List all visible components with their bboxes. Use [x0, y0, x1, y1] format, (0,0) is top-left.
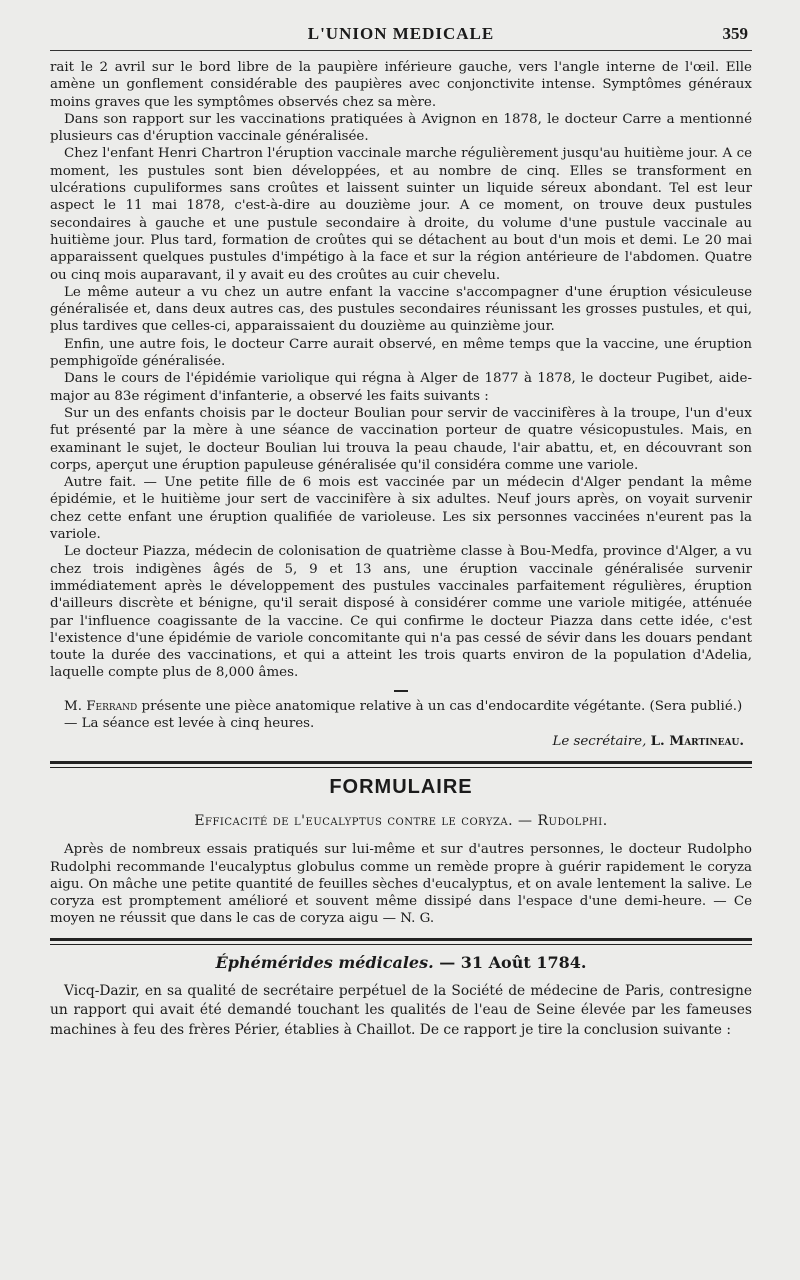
paragraph: Chez l'enfant Henri Chartron l'éruption vaccinale marche régulièrement jusqu'au huitième jour. A ce moment, les pustules sont bien développées, et au nombre de cinq. Elles se transforment en ulcérations cupuliformes sans croûtes et laissent suinter un liquide séreux abondant. Tel est leur aspect le 11 mai 1878, c'est-à-dire au douzième jour. A ce moment, on trouve deux pustules secondaires à gauche et une pustule secondaire à droite, du volume d'une pustule vaccinale au huitième jour. Plus tard, formation de croûtes qui se détachent au bout d'un mois et demi. Le 20 mai apparaissent quelques pustules d'impétigo à la face et sur la région antérieure de l'abdomen. Quatre ou cinq mois auparavant, il y avait eu des croûtes au cuir chevelu. — [50, 146, 752, 283]
ephemerides-label: Éphémérides médicales. — [215, 952, 434, 972]
paragraph: Autre fait. — Une petite fille de 6 mois est vaccinée par un médecin d'Alger pendant la même épidémie, et le huitième jour sert de vaccinifère à six adultes. Neuf jours après, on voyait survenir chez cette enfant une éruption qualifiée de varioleuse. Les six personnes vaccinées n'eurent pas la variole. — [50, 475, 752, 543]
paragraph: Enfin, une autre fois, le docteur Carre aurait observé, en même temps que la vaccine, une éruption pemphigoïde généralisée. — [50, 336, 752, 370]
section-divider — [50, 761, 752, 768]
paragraph: Le même auteur a vu chez un autre enfant la vaccine s'accompagner d'une éruption vésiculeuse généralisée et, dans deux autres cas, des pustules secondaires réunissant les grosses pustules, et qui, plus tardives que celles-ci, apparaissaient du douzième au quinzième jour. — [50, 284, 752, 335]
paragraph: Le docteur Piazza, médecin de colonisation de quatrième classe à Bou-Medfa, province d'Alger, a vu chez trois indigènes âgés de 5, 9 et 13 ans, une éruption vaccinale généralisée survenir immédiatement après le développement des pustules vaccinales parfaitement régulières, éruption d'ailleurs discrète et bénigne, qu'il serait disposé à considérer comme une variole mitigée, atténuée par l'influence coagissante de la vaccine. Ce qui confirme le docteur Piazza dans cette idée, c'est l'existence d'une épidémie de variole concomitante qui n'a pas cessé de sévir dans les douars pendant toute la durée des vaccinations, et qui a atteint les trois quarts environ de la population d'Adelia, laquelle compte plus de 8,000 âmes. — [50, 544, 752, 681]
signature-name: L. Martineau. — [650, 733, 744, 750]
paragraph: Dans le cours de l'épidémie variolique qui régna à Alger de 1877 à 1878, le docteur Pugibet, aide-major au 83e régiment d'infanterie, a observé les faits suivants : — [50, 371, 752, 404]
journal-title: L'UNION MEDICALE — [307, 24, 495, 43]
ephemerides-body: Vicq-Dazir, en sa qualité de secrétaire perpétuel de la Société de médecine de Paris, contresigne un rapport qui avait été demandé touchant les qualités de l'eau de Seine élevée par les fameuses machines à feu des frères Périer, établies à Chaillot. De ce rapport je tire la conclusion suivante : — [50, 982, 752, 1038]
paragraph: Sur un des enfants choisis par le docteur Boulian pour servir de vaccinifères à la troupe, l'un d'eux fut présenté par la mère à une séance de vaccination porteur de quatre vésicopustules. Mais, en examinant le sujet, le docteur Boulian lui trouva la peau chaude, l'air abattu, et, en découvrant son corps, aperçut une éruption papuleuse généralisée qu'il considéra comme une variole. — [50, 405, 752, 473]
closing-line: — La séance est levée à cinq heures. — [64, 715, 315, 731]
presenter-text: présente une pièce anatomique relative à un cas d'endocardite végétante. (Sera publié.) — [137, 698, 743, 714]
ephemerides-date: — 31 Août 1784. — [433, 952, 587, 972]
page-number: 359 — [722, 24, 748, 43]
main-text — [50, 59, 752, 682]
paragraph: rait le 2 avril sur le bord libre de la paupière inférieure gauche, vers l'angle interne de l'œil. Elle amène un gonflement considérable des paupières avec conjonctivite intense. Symptômes généraux moins graves que les symptômes observés chez sa mère. — [50, 60, 752, 110]
presenter-name: M. Ferrand — [64, 698, 138, 714]
article-title: Efficacité de l'eucalyptus contre le coryza. — Rudolphi. — [194, 813, 608, 830]
signature — [50, 732, 752, 751]
running-header — [50, 18, 752, 51]
section-title: FORMULAIRE — [329, 776, 473, 799]
formulaire-body: Après de nombreux essais pratiqués sur lui-même et sur d'autres personnes, le docteur Rudolpho Rudolphi recommande l'eucalyptus globulus comme un remède propre à guérir rapidement le coryza aigu. On mâche une petite quantité de feuilles sèches d'eucalyptus, et on avale lentement la salive. Le coryza est promptement amélioré et souvent même dissipé dans l'espace d'une demi-heure. — Ce moyen ne réussit que dans le cas de coryza aigu — N. G. — [50, 842, 752, 927]
signature-role: Le secrétaire, — [552, 734, 647, 750]
section-divider — [50, 938, 752, 945]
ephemerides-title — [50, 953, 752, 972]
separator-dash — [394, 690, 408, 692]
paragraph: Dans son rapport sur les vaccinations pratiquées à Avignon en 1878, le docteur Carre a mentionné plusieurs cas d'éruption vaccinale généralisée. — [50, 111, 752, 145]
ferrand-paragraph — [50, 698, 752, 715]
